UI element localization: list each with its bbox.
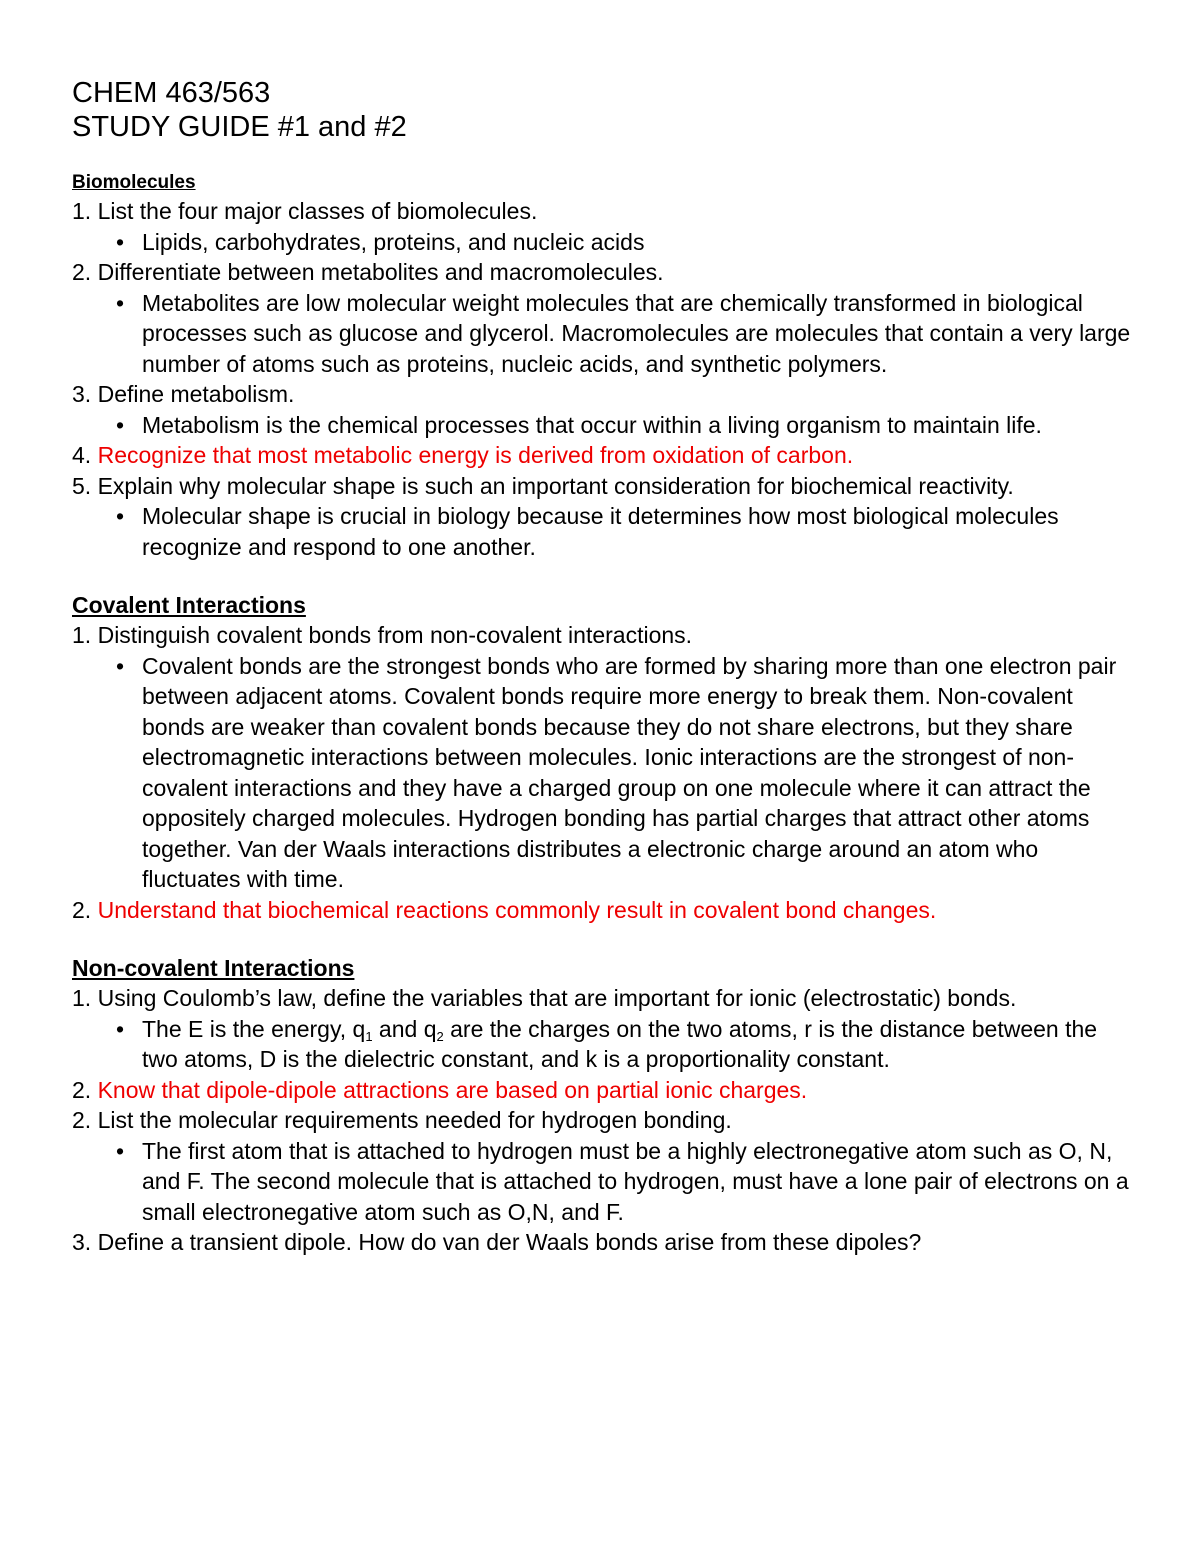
question-text: Know that dipole-dipole attractions are based on partial ionic charges. [97, 1076, 808, 1103]
question-number: 2. [72, 1076, 92, 1103]
question-text: Explain why molecular shape is such an important consideration for biochemical reactivity. [97, 472, 1014, 499]
question-text: Distinguish covalent bonds from non-covalent interactions. [97, 622, 693, 648]
question-item-highlighted [72, 1075, 1132, 1106]
question-text: Understand that biochemical reactions commonly result in covalent bond changes. [97, 896, 937, 923]
bullet-icon: • [116, 228, 125, 255]
document-body [72, 170, 1132, 1258]
question-item [72, 983, 1132, 1014]
question-number: 1. [72, 622, 92, 648]
section-heading-biomolecules: Biomolecules [72, 172, 196, 193]
question-text: Differentiate between metabolites and macromolecules. [97, 259, 664, 285]
answer-text: Covalent bonds are the strongest bonds who are formed by sharing more than one electron pair between adjacent atoms. Covalent bonds require more energy to break them. Non-covalent bonds are weaker than covalent bonds because they do not share electrons, but they share electromagnetic interactions between molecules. Ionic interactions are the strongest of non-covalent interactions and they have a charged group on one molecule where it can attract the oppositely charged molecules. Hydrogen bonding has partial charges that attract other atoms together. Van der Waals interactions distributes a electronic charge around an atom who fluctuates with time. [142, 652, 1117, 892]
question-number: 3. [72, 1229, 92, 1255]
answer-text-part: and q [372, 1015, 437, 1042]
question-text: List the molecular requirements needed for hydrogen bonding. [97, 1107, 732, 1133]
question-text: Define metabolism. [97, 381, 295, 407]
answer-text: Lipids, carbohydrates, proteins, and nucleic acids [142, 228, 645, 255]
answer-text-part: The E is the energy, q [142, 1015, 366, 1042]
question-item [72, 379, 1132, 410]
answer-text: Metabolites are low molecular weight molecules that are chemically transformed in biological processes such as glucose and glycerol. Macromolecules are molecules that contain a very large number of atoms such as proteins, nucleic acids, and synthetic polymers. [142, 289, 1131, 377]
question-item [72, 196, 1132, 227]
question-number: 1. [72, 985, 92, 1011]
course-title: CHEM 463/563 [72, 77, 271, 109]
answer-bullet [72, 1014, 1132, 1075]
question-text: Recognize that most metabolic energy is derived from oxidation of carbon. [97, 442, 854, 468]
question-text: Using Coulomb’s law, define the variables that are important for ionic (electrostatic) bonds. [97, 985, 1017, 1011]
answer-bullet [72, 410, 1132, 441]
answer-bullet [72, 1136, 1132, 1228]
bullet-icon: • [116, 411, 125, 438]
question-text: List the four major classes of biomolecules. [97, 198, 538, 224]
section-spacer [72, 925, 1132, 953]
question-text: Define a transient dipole. How do van der Waals bonds arise from these dipoles? [97, 1229, 922, 1255]
answer-text: The first atom that is attached to hydrogen must be a highly electronegative atom such as O, N, and F. The second molecule that is attached to hydrogen, must have a lone pair of electrons on a small electronegative atom such as O,N, and F. [142, 1137, 1129, 1225]
answer-text-coulomb [142, 1014, 1132, 1075]
question-item-highlighted [72, 440, 1132, 471]
question-item [72, 1227, 922, 1258]
question-item [72, 471, 1132, 502]
section-heading-covalent: Covalent Interactions [72, 592, 306, 618]
question-number: 2. [72, 896, 92, 923]
subscript: 2 [436, 1028, 444, 1044]
question-number: 4. [72, 442, 92, 468]
answer-text-part: are the charges on the two atoms, r is the distance between the two atoms, D is the dielectric constant, and k is a proportionality constant. [142, 1015, 1098, 1072]
answer-bullet [72, 651, 1132, 895]
answer-text: Molecular shape is crucial in biology because it determines how most biological molecules recognize and respond to one another. [142, 503, 1059, 560]
study-guide-title: STUDY GUIDE #1 and #2 [72, 111, 407, 143]
question-item [72, 1105, 1132, 1136]
question-number: 5. [72, 472, 92, 499]
bullet-icon: • [116, 1137, 125, 1164]
answer-text: Metabolism is the chemical processes that occur within a living organism to maintain life. [142, 411, 1042, 438]
bullet-icon: • [116, 503, 125, 529]
answer-bullet [72, 227, 1132, 258]
question-number: 3. [72, 381, 92, 407]
bullet-icon: • [116, 1015, 125, 1042]
answer-bullet [72, 288, 1132, 380]
question-item [72, 257, 1132, 288]
section-heading-non-covalent: Non-covalent Interactions [72, 955, 355, 981]
question-number: 1. [72, 198, 92, 224]
section-spacer [72, 562, 1132, 590]
bullet-icon: • [116, 652, 125, 679]
answer-bullet [72, 501, 1132, 562]
bullet-icon: • [116, 289, 125, 316]
subscript: 1 [365, 1028, 373, 1044]
question-item-highlighted [72, 895, 1132, 926]
question-number: 2. [72, 1107, 92, 1133]
question-item [72, 620, 1132, 651]
question-number: 2. [72, 259, 92, 285]
